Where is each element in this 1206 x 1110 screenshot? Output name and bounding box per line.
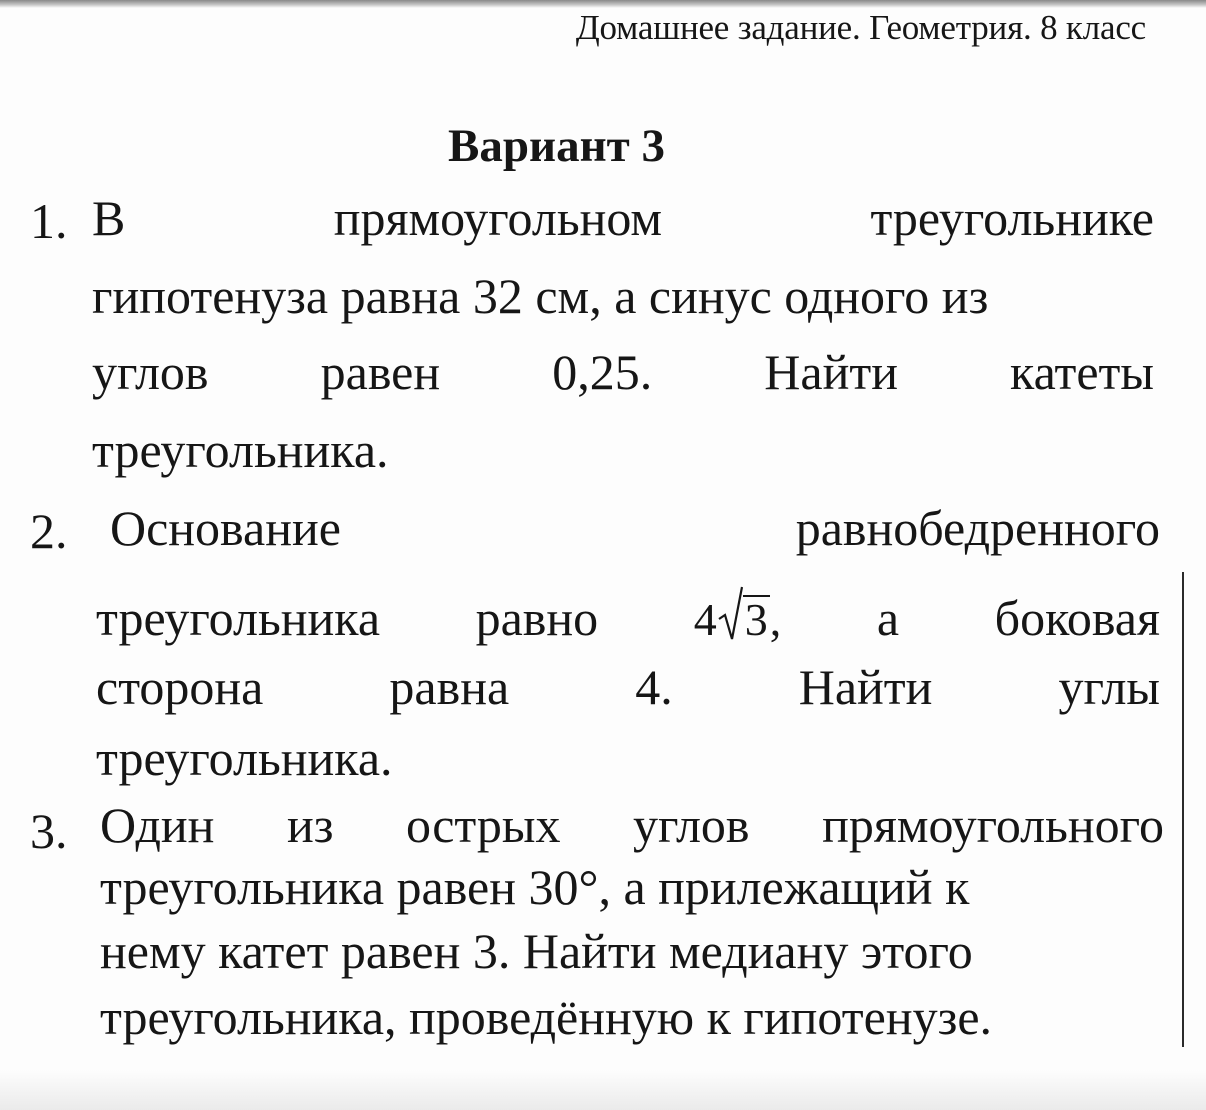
sqrt-coefficient: 4	[693, 594, 717, 645]
word: В	[92, 190, 126, 246]
word: равнобедренного	[795, 500, 1160, 556]
scan-bottom-shadow	[0, 1070, 1206, 1110]
word: из	[286, 797, 334, 853]
word: боковая	[994, 590, 1160, 646]
word: углов	[92, 344, 209, 400]
square-root	[717, 591, 770, 643]
word: 4.	[635, 659, 673, 715]
page-header: Домашнее задание. Геометрия. 8 класс	[575, 8, 1146, 47]
comma: ,	[769, 594, 782, 645]
word: равна	[389, 659, 510, 715]
task-line: треугольника.	[92, 422, 389, 478]
word: треугольнике	[870, 190, 1154, 246]
scan-top-edge	[0, 0, 1206, 8]
sqrt-expression	[694, 591, 782, 643]
word: равно	[475, 590, 599, 646]
radicand: 3	[744, 594, 768, 645]
task-number: 2.	[30, 503, 68, 559]
word: сторона	[96, 659, 264, 715]
word: катеты	[1010, 344, 1154, 400]
word: Найти	[798, 659, 933, 715]
task-line	[92, 190, 1154, 246]
radical-sign-icon	[717, 585, 743, 641]
word: Один	[100, 797, 215, 853]
task-line	[110, 500, 1160, 556]
word: углы	[1058, 659, 1160, 715]
task-number: 3.	[30, 803, 68, 859]
task-line	[96, 659, 1160, 715]
word: углов	[633, 797, 750, 853]
task-line: гипотенуза равна 32 см, а синус одного из	[92, 268, 989, 324]
word: равен	[320, 344, 441, 400]
word: прямоугольного	[822, 797, 1164, 853]
task-line: нему катет равен 3. Найти медиану этого	[100, 923, 973, 979]
word: 0,25.	[552, 344, 653, 400]
word: прямоугольном	[333, 190, 663, 246]
word: Найти	[764, 344, 898, 400]
task-line: треугольника равен 30°, а прилежащий к	[100, 859, 970, 915]
task-line	[92, 344, 1154, 400]
variant-title: Вариант 3	[448, 120, 665, 172]
task-line	[96, 590, 1160, 646]
word: а	[876, 590, 900, 646]
right-margin-rule	[1182, 572, 1184, 1047]
word: острых	[405, 797, 561, 853]
task-line	[100, 797, 1164, 853]
word: треугольника	[96, 590, 381, 646]
task-number: 1.	[30, 193, 68, 249]
word: Основание	[110, 500, 341, 556]
task-line: треугольника, проведённую к гипотенузе.	[100, 989, 993, 1045]
task-line: треугольника.	[96, 730, 393, 786]
